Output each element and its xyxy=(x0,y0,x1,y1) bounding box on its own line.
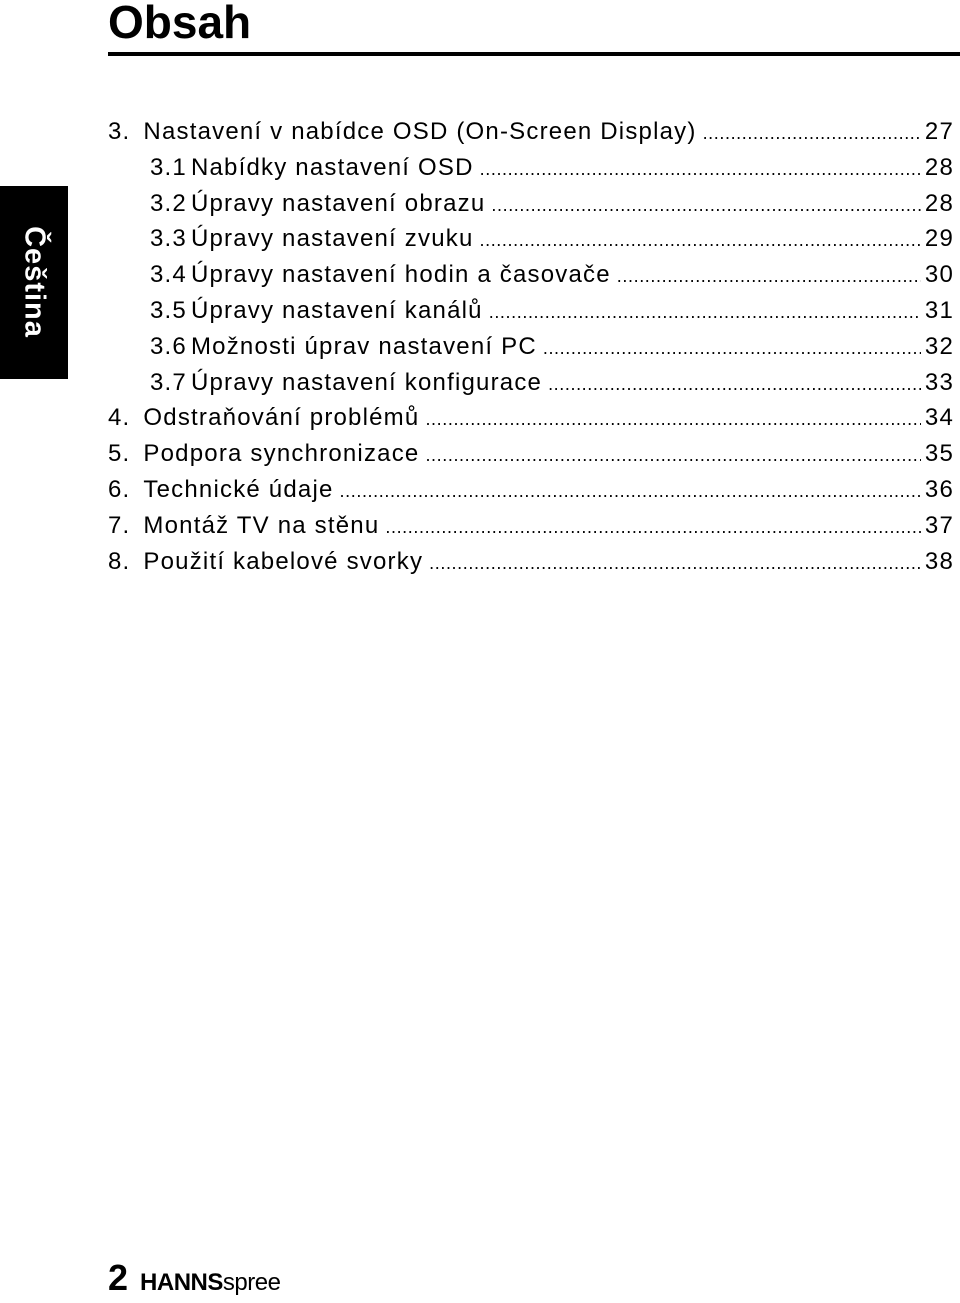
toc-entry-page: 30 xyxy=(924,261,954,289)
toc-entry-label: Použití kabelové svorky xyxy=(143,547,424,575)
toc-entry-page: 31 xyxy=(924,296,954,324)
toc-entry-number: 3.1 xyxy=(150,153,187,181)
toc-entry-label: Nastavení v nabídce OSD (On-Screen Display) xyxy=(143,118,697,145)
brand-logo xyxy=(140,1263,280,1303)
toc-entry[interactable] xyxy=(108,118,954,154)
toc-entry-page: 37 xyxy=(924,511,954,539)
toc-dot-leader xyxy=(703,123,921,144)
toc-entry[interactable] xyxy=(108,404,954,440)
toc-entry-number: 6. xyxy=(108,475,131,503)
toc-entry[interactable] xyxy=(108,225,954,261)
toc-dot-leader xyxy=(480,230,921,251)
toc-dot-leader xyxy=(425,409,920,430)
toc-dot-leader xyxy=(491,195,921,216)
toc-entry[interactable] xyxy=(108,512,954,548)
toc-dot-leader xyxy=(480,159,921,180)
toc-dot-leader xyxy=(385,517,921,538)
toc-entry-number: 3.4 xyxy=(150,261,187,289)
brand-logo-bold: HANNS xyxy=(140,1269,223,1296)
table-of-contents xyxy=(108,118,954,583)
toc-entry[interactable] xyxy=(108,440,954,476)
toc-entry-number: 4. xyxy=(108,404,131,432)
toc-dot-leader xyxy=(548,374,921,395)
brand-logo-light-rest: pree xyxy=(234,1269,281,1296)
toc-entry-number: 5. xyxy=(108,440,131,468)
toc-entry-label: Úpravy nastavení kanálů xyxy=(190,296,483,324)
toc-entry-page: 38 xyxy=(924,547,954,575)
toc-dot-leader xyxy=(425,445,920,466)
toc-entry-page: 33 xyxy=(924,368,954,396)
toc-entry-number: 3.5 xyxy=(150,296,187,324)
toc-entry-number: 3.6 xyxy=(150,332,187,360)
toc-entry-page: 28 xyxy=(924,153,954,181)
toc-entry-page: 28 xyxy=(924,189,954,217)
toc-entry-label: Možnosti úprav nastavení PC xyxy=(190,332,537,360)
toc-entry-page: 34 xyxy=(924,404,954,432)
toc-entry[interactable] xyxy=(108,190,954,226)
toc-entry-label: Odstraňování problémů xyxy=(143,404,420,432)
language-tab-label: Čeština xyxy=(18,226,51,338)
toc-entry-page: 35 xyxy=(924,440,954,468)
toc-dot-leader xyxy=(489,302,921,323)
toc-entry[interactable] xyxy=(108,333,954,369)
language-side-tab xyxy=(0,186,68,379)
title-divider xyxy=(108,52,960,56)
toc-entry-label: Úpravy nastavení hodin a časovače xyxy=(190,261,611,289)
toc-entry-page: 36 xyxy=(924,475,954,503)
toc-dot-leader xyxy=(340,481,921,502)
toc-dot-leader xyxy=(429,553,921,574)
toc-entry-number: 3. xyxy=(108,118,131,145)
toc-entry[interactable] xyxy=(108,297,954,333)
toc-dot-leader xyxy=(617,266,921,287)
toc-entry[interactable] xyxy=(108,476,954,512)
toc-entry-page: 29 xyxy=(924,225,954,253)
toc-entry[interactable] xyxy=(108,369,954,405)
toc-entry-label: Podpora synchronizace xyxy=(143,440,420,468)
toc-entry-label: Technické údaje xyxy=(143,475,334,503)
brand-logo-light: spree xyxy=(222,1269,281,1296)
toc-entry[interactable] xyxy=(108,548,954,584)
toc-entry-label: Úpravy nastavení konfigurace xyxy=(190,368,543,396)
page-number: 2 xyxy=(108,1257,129,1298)
toc-entry-label: Úpravy nastavení obrazu xyxy=(190,189,486,217)
toc-entry-label: Úpravy nastavení zvuku xyxy=(190,225,474,253)
toc-entry-number: 3.2 xyxy=(150,189,187,217)
toc-entry-label: Nabídky nastavení OSD xyxy=(190,153,474,181)
toc-entry-number: 3.7 xyxy=(150,368,187,396)
toc-entry-label: Montáž TV na stěnu xyxy=(143,511,380,539)
toc-entry-number: 8. xyxy=(108,547,131,575)
toc-entry-number: 7. xyxy=(108,511,131,539)
page-footer xyxy=(108,1258,280,1298)
toc-entry-page: 27 xyxy=(924,118,954,145)
toc-entry[interactable] xyxy=(108,154,954,190)
toc-entry[interactable] xyxy=(108,261,954,297)
toc-entry-page: 32 xyxy=(924,332,954,360)
toc-dot-leader xyxy=(543,338,921,359)
page-title: Obsah xyxy=(108,0,252,48)
toc-entry-number: 3.3 xyxy=(150,225,187,253)
